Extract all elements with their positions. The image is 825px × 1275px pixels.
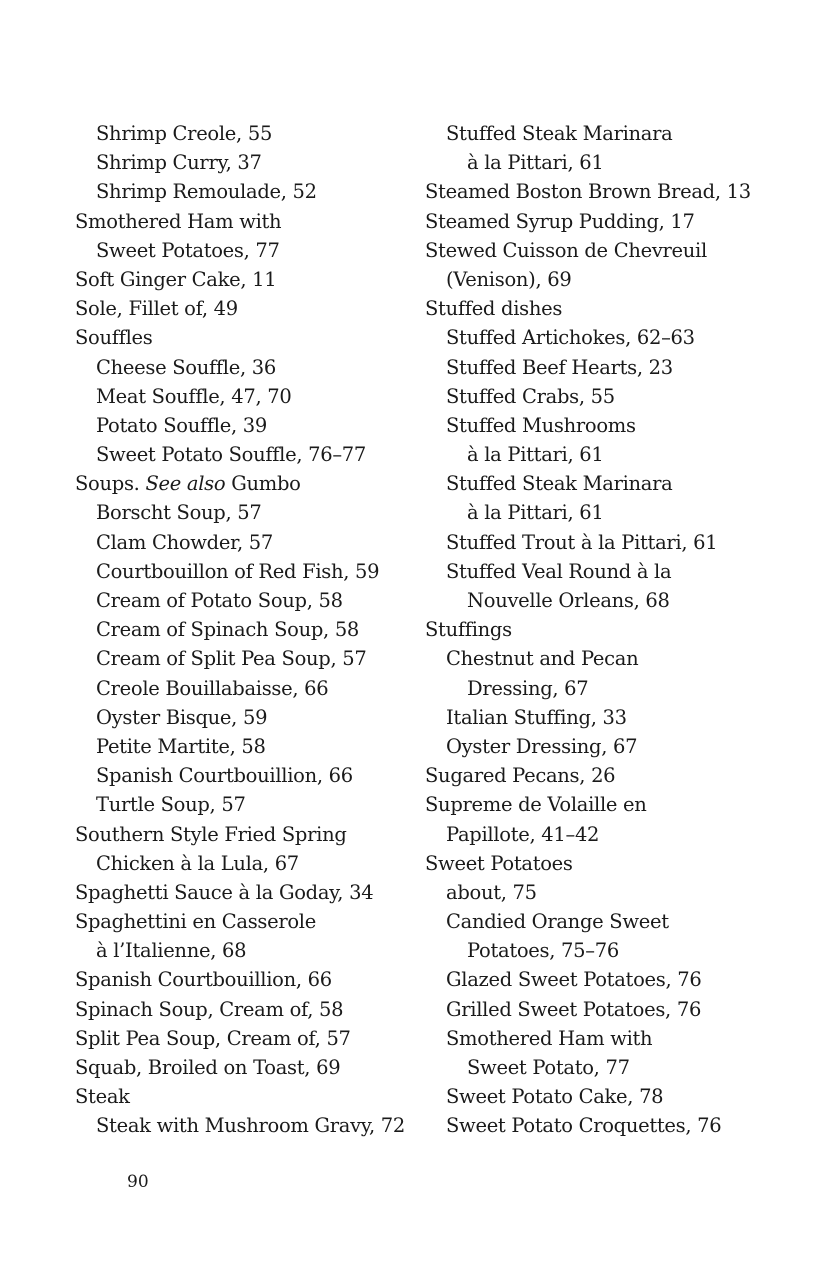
index-entry: Stuffed Steak Marinara <box>446 122 673 145</box>
index-entry: Stuffed Trout à la Pittari, 61 <box>446 530 718 554</box>
index-heading: Spaghettini en Casserole <box>75 910 316 934</box>
index-entry: Chestnut and Pecan <box>446 647 639 671</box>
page-number: 90 <box>127 1172 149 1192</box>
index-entry: Shrimp Creole, 55 <box>96 122 273 145</box>
index-entry: à la Pittari, 61 <box>467 151 604 175</box>
index-entry: (Venison), 69 <box>446 267 572 291</box>
index-entry: Nouvelle Orleans, 68 <box>467 589 670 612</box>
index-entry: Glazed Sweet Potatoes, 76 <box>446 968 702 992</box>
index-heading: Soups. See also Gumbo <box>75 472 301 496</box>
index-entry: Stuffed Mushrooms <box>446 413 636 437</box>
index-entry: Creole Bouillabaisse, 66 <box>96 676 329 700</box>
index-heading: Stuffed dishes <box>425 297 563 321</box>
index-entry: Sweet Potato Cake, 78 <box>446 1085 664 1109</box>
index-entry: Grilled Sweet Potatoes, 76 <box>446 997 702 1021</box>
index-heading: Sole, Fillet of, 49 <box>75 297 238 321</box>
index-entry: Stuffed Artichokes, 62–63 <box>446 326 695 350</box>
index-entry: Stuffed Beef Hearts, 23 <box>446 355 673 379</box>
index-heading: Sugared Pecans, 26 <box>425 764 616 788</box>
index-entry: Turtle Soup, 57 <box>96 793 246 817</box>
index-heading: Soft Ginger Cake, 11 <box>75 267 277 291</box>
index-heading: Squab, Broiled on Toast, 69 <box>75 1056 341 1079</box>
see-also-reference: See also <box>145 472 226 496</box>
index-entry: Spanish Courtbouillion, 66 <box>96 764 353 788</box>
index-entry: Stuffed Steak Marinara <box>446 472 673 496</box>
index-heading: Stewed Cuisson de Chevreuil <box>425 238 707 262</box>
index-entry: about, 75 <box>446 880 537 904</box>
index-entry: à la Pittari, 61 <box>467 443 604 467</box>
index-entry: Oyster Bisque, 59 <box>96 705 268 729</box>
index-entry: Stuffed Crabs, 55 <box>446 384 615 408</box>
index-heading: Southern Style Fried Spring <box>75 822 347 846</box>
index-heading: Smothered Ham with <box>75 209 282 233</box>
index-heading: Spinach Soup, Cream of, 58 <box>75 997 344 1021</box>
index-entry: Steak with Mushroom Gravy, 72 <box>96 1114 405 1138</box>
index-column-left <box>75 119 415 1141</box>
index-entry: Cream of Potato Soup, 58 <box>96 589 343 612</box>
index-entry: Potatoes, 75–76 <box>467 939 619 963</box>
index-entry: Stuffed Veal Round à la <box>446 559 672 583</box>
index-entry: Shrimp Remoulade, 52 <box>96 180 317 204</box>
index-entry: Dressing, 67 <box>467 676 589 700</box>
index-heading: Supreme de Volaille en <box>425 793 647 817</box>
index-entry: Italian Stuffing, 33 <box>446 705 627 729</box>
index-heading: Spaghetti Sauce à la Goday, 34 <box>75 880 374 904</box>
index-entry: Shrimp Curry, 37 <box>96 151 262 175</box>
index-heading: Spanish Courtbouillion, 66 <box>75 968 332 992</box>
index-entry: Clam Chowder, 57 <box>96 530 273 554</box>
index-entry: Sweet Potato, 77 <box>467 1056 630 1079</box>
index-entry: Papillote, 41–42 <box>446 822 600 846</box>
index-entry: Courtbouillon of Red Fish, 59 <box>96 559 380 583</box>
index-entry: Borscht Soup, 57 <box>96 501 262 525</box>
index-heading: Steamed Syrup Pudding, 17 <box>425 209 695 233</box>
index-heading: Sweet Potatoes <box>425 851 573 875</box>
index-heading: Souffles <box>75 326 153 350</box>
index-entry: Chicken à la Lula, 67 <box>96 851 299 875</box>
index-entry: Sweet Potato Croquettes, 76 <box>446 1114 722 1138</box>
index-entry: Oyster Dressing, 67 <box>446 734 638 758</box>
index-entry: à l’Italienne, 68 <box>96 939 247 963</box>
index-heading: Steak <box>75 1085 130 1109</box>
index-entry: Cheese Souffle, 36 <box>96 355 276 379</box>
index-entry: Smothered Ham with <box>446 1026 653 1050</box>
index-entry: Sweet Potatoes, 77 <box>96 238 280 262</box>
index-entry: Meat Souffle, 47, 70 <box>96 384 292 408</box>
index-heading: Split Pea Soup, Cream of, 57 <box>75 1026 351 1050</box>
index-entry: Petite Martite, 58 <box>96 734 266 758</box>
index-heading: Steamed Boston Brown Bread, 13 <box>425 180 751 204</box>
index-heading: Stuffings <box>425 618 512 642</box>
index-entry: Cream of Spinach Soup, 58 <box>96 618 360 642</box>
index-column-right <box>425 119 805 1141</box>
index-entry: Cream of Split Pea Soup, 57 <box>96 647 367 671</box>
index-entry: Candied Orange Sweet <box>446 910 669 934</box>
index-entry: Sweet Potato Souffle, 76–77 <box>96 443 367 467</box>
index-entry: Potato Souffle, 39 <box>96 413 267 437</box>
index-entry: à la Pittari, 61 <box>467 501 604 525</box>
